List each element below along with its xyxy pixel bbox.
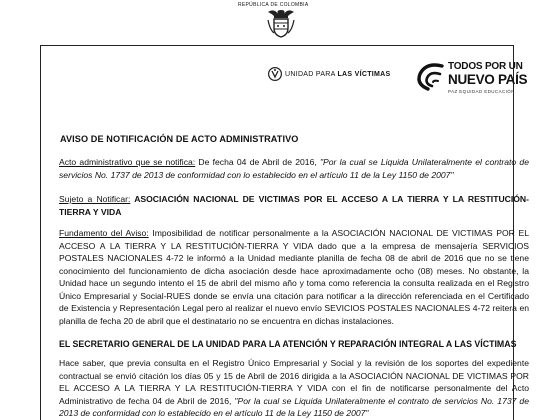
acto-quote: "Por la cual se Liquida Unilateralmente el contrato de servicios No. 1737 de 2013 de conformidad con lo establecido en el artículo 11 de la Ley 1150 de 2007" [59,157,529,180]
sujeto-value: ASOCIACIÓN NACIONAL DE VICTIMAS POR EL ACCESO A LA TIERRA Y LA RESTITUCIÓN-TIERRA Y VIDA [59,194,530,217]
todos-por-un-nuevo-pais-logo [414,58,528,100]
acto-label: Acto administrativo que se notifica: [59,157,196,167]
document-title: AVISO DE NOTIFICACIÓN DE ACTO ADMINISTRATIVO [60,134,299,145]
logo-line-paz-equidad: PAZ EQUIDAD EDUCACIÓN [448,89,515,94]
acto-lead: De fecha 04 de Abril de 2016, [195,157,320,167]
final-text: Hace saber, que previa consulta en el Registro Único Empresarial y Social y la revisión de los soportes del expediente contractual se envió citación los días 05 y 15 de Abril de 2016 dirigida a la ASOCIACIÓN NACIONAL DE VICTIMAS POR EL ACCESO A LA TIERRA Y LA RESTITUCIÓN-TIERRA Y VIDA con el fin de notificarse personalmente del Acto Administrativo de fecha 04 de Abril de 2016, [59,358,529,406]
acto-paragraph [59,156,529,181]
section-heading: EL SECRETARIO GENERAL DE LA UNIDAD PARA LA ATENCIÓN Y REPARACIÓN INTEGRAL A LAS VÍCTIMAS [59,339,517,349]
unidad-victimas-logo [268,64,390,84]
final-paragraph [59,357,529,420]
unidad-victimas-shield-icon [268,66,282,82]
unidad-victimas-emphasis: LAS VÍCTIMAS [337,70,391,78]
fundamento-paragraph [59,227,529,327]
nuevo-pais-swirl-icon [414,62,446,92]
colombia-coat-of-arms-icon [264,8,298,38]
sujeto-paragraph [59,193,529,218]
unidad-victimas-wordmark [285,71,390,78]
sujeto-label: Sujeto a Notificar: [59,194,131,204]
final-quote: "Por la cual se Liquida Unilateralmente el contrato de servicios No. 1737 de 2013 de conformidad con lo establecido en el artículo 11 de la Ley 1150 de 2007" [59,395,529,418]
logo-line-todos: TODOS POR UN [448,61,523,72]
logo-line-nuevo-pais: NUEVO PAÍS [448,72,528,87]
fundamento-label: Fundamento del Aviso: [59,228,149,238]
frame-left-line [40,45,41,420]
country-label: REPÚBLICA DE COLOMBIA [238,2,309,8]
unidad-victimas-prefix: UNIDAD PARA [285,70,338,78]
fundamento-text: Imposibilidad de notificar personalmente a la ASOCIACIÓN NACIONAL DE VICTIMAS POR EL ACCESO A LA TIERRA Y LA RESTITUCIÓN-TIERRA Y VIDA dado que a la empresa de mensajería SERVICIOS POSTALES NACIONALES 4-72 le informó a la Unidad mediante planilla de fecha 08 de abril de 2016 que no se tiene conocimiento del funcionamiento de dicha asociación desde hace aproximadamente ocho (08) meses. No obstante, la Unidad hace un segundo intento el 15 de abril del mismo año y toma como referencia la consulta realizada en el Registro Único Empresarial y Social-RUES donde se envía una citación para notificar a la dirección referenciada en el Certificado de Existencia y Representación Legal pero al realizar el nuevo envío SEVICIOS POSTALES NACIONALES 4-72 reitera en planilla de fecha 20 de abril que el destinatario no se encuentra en dichas instalaciones. [59,228,529,326]
frame-top-line [40,45,514,46]
